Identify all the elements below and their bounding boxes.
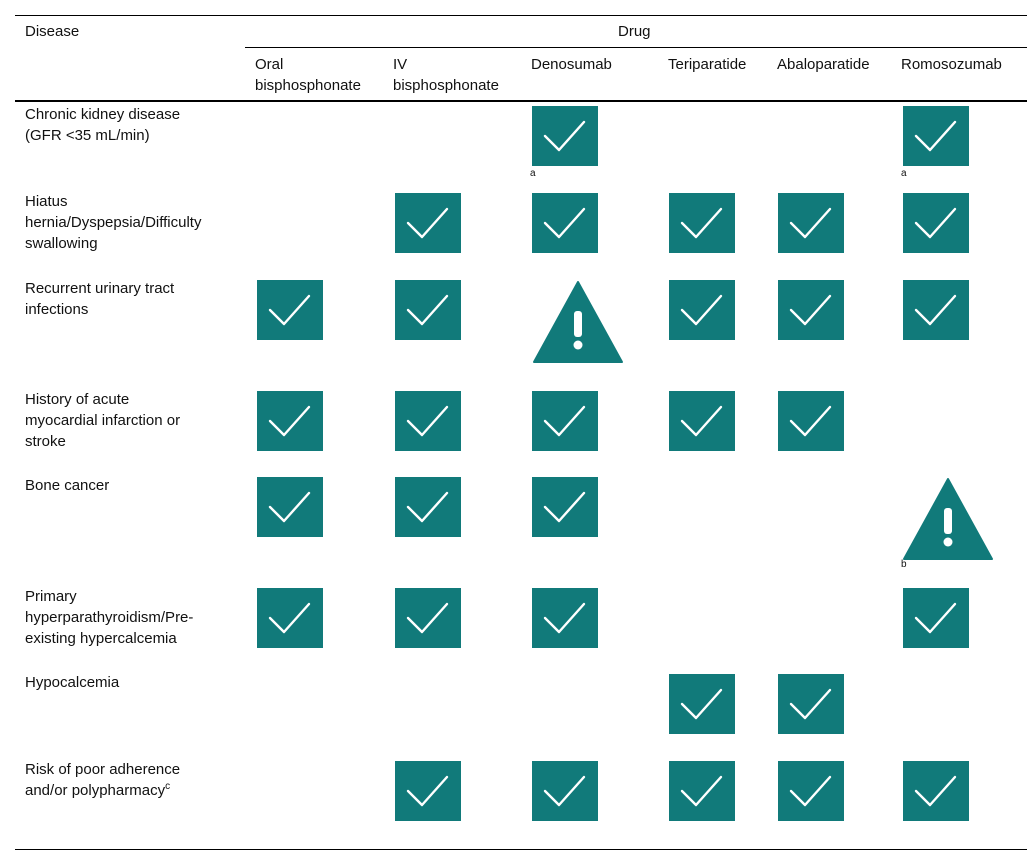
- column-header-line: Teriparatide: [668, 56, 747, 73]
- disease-label-line: infections: [25, 301, 89, 318]
- checkmark-icon: [778, 280, 844, 340]
- checkmark-icon: [903, 106, 969, 166]
- disease-label-line: Bone cancer: [25, 477, 110, 494]
- column-header-line: bisphosphonate: [255, 77, 361, 94]
- checkmark-icon: [395, 280, 461, 340]
- column-header: [901, 54, 1002, 75]
- checkmark-icon: [903, 588, 969, 648]
- disease-label: [25, 759, 180, 801]
- checkmark-icon: [778, 193, 844, 253]
- checkmark-icon: [669, 761, 735, 821]
- checkmark-icon: [532, 477, 598, 537]
- checkmark-icon: [257, 280, 323, 340]
- disease-label: [25, 672, 119, 693]
- disease-label-line: Risk of poor adherence: [25, 761, 181, 778]
- checkmark-icon: [532, 588, 598, 648]
- warning-triangle-icon: [532, 278, 624, 364]
- checkmark-icon: [669, 391, 735, 451]
- checkmark-icon: [395, 193, 461, 253]
- checkmark-icon: [532, 761, 598, 821]
- disease-label-line: Hypocalcemia: [25, 674, 120, 691]
- checkmark-icon: [778, 761, 844, 821]
- column-header-line: Oral: [255, 56, 284, 73]
- drug-group-header: Drug: [618, 23, 651, 40]
- disease-label-line: Primary: [25, 588, 77, 605]
- header-bottom-rule: [15, 100, 1027, 102]
- column-header: [668, 54, 746, 75]
- column-header-line: bisphosphonate: [393, 77, 499, 94]
- checkmark-icon: [669, 674, 735, 734]
- checkmark-icon: [257, 588, 323, 648]
- checkmark-icon: [903, 193, 969, 253]
- checkmark-icon: [903, 761, 969, 821]
- disease-label: [25, 475, 109, 496]
- checkmark-icon: [778, 391, 844, 451]
- checkmark-icon: [395, 391, 461, 451]
- checkmark-icon: [669, 280, 735, 340]
- disease-label-line: History of acute: [25, 391, 130, 408]
- checkmark-icon: [395, 477, 461, 537]
- footnote-marker: b: [901, 559, 907, 570]
- disease-label-line: Chronic kidney disease: [25, 106, 181, 123]
- disease-label: [25, 191, 201, 254]
- checkmark-icon: [257, 477, 323, 537]
- disease-label-line: Recurrent urinary tract: [25, 280, 175, 297]
- disease-label: [25, 586, 193, 649]
- column-header: [531, 54, 612, 75]
- table-bottom-rule: [15, 849, 1027, 850]
- column-header-line: Denosumab: [531, 56, 612, 73]
- checkmark-icon: [903, 280, 969, 340]
- disease-label-line: existing hypercalcemia: [25, 630, 177, 647]
- disease-label-line: stroke: [25, 433, 66, 450]
- disease-label-line: (GFR <35 mL/min): [25, 127, 150, 144]
- column-header-line: Abaloparatide: [777, 56, 870, 73]
- disease-label-line: Hiatus: [25, 193, 68, 210]
- column-header: [777, 54, 870, 75]
- column-header-line: IV: [393, 56, 408, 73]
- disease-label: [25, 278, 174, 320]
- footnote-marker: a: [901, 168, 907, 179]
- column-header: [255, 54, 361, 96]
- disease-label: [25, 104, 180, 146]
- checkmark-icon: [669, 193, 735, 253]
- column-header-line: Romosozumab: [901, 56, 1002, 73]
- checkmark-icon: [257, 391, 323, 451]
- footnote-marker: c: [165, 781, 171, 792]
- footnote-marker: a: [530, 168, 536, 179]
- disease-label-line: and/or polypharmacy$^c$: [25, 781, 171, 799]
- disease-column-header: Disease: [25, 23, 80, 40]
- checkmark-icon: [532, 106, 598, 166]
- disease-label-line: hyperparathyroidism/Pre-: [25, 609, 194, 626]
- checkmark-icon: [532, 193, 598, 253]
- disease-label-line: swallowing: [25, 235, 98, 252]
- disease-label: [25, 389, 180, 452]
- warning-triangle-icon: [902, 475, 994, 561]
- checkmark-icon: [395, 761, 461, 821]
- checkmark-icon: [395, 588, 461, 648]
- checkmark-icon: [778, 674, 844, 734]
- drug-header-rule: [245, 47, 1027, 48]
- checkmark-icon: [532, 391, 598, 451]
- disease-label-line: hernia/Dyspepsia/Difficulty: [25, 214, 202, 231]
- disease-label-line: myocardial infarction or: [25, 412, 181, 429]
- column-header: [393, 54, 499, 96]
- table-top-rule: [15, 15, 1027, 16]
